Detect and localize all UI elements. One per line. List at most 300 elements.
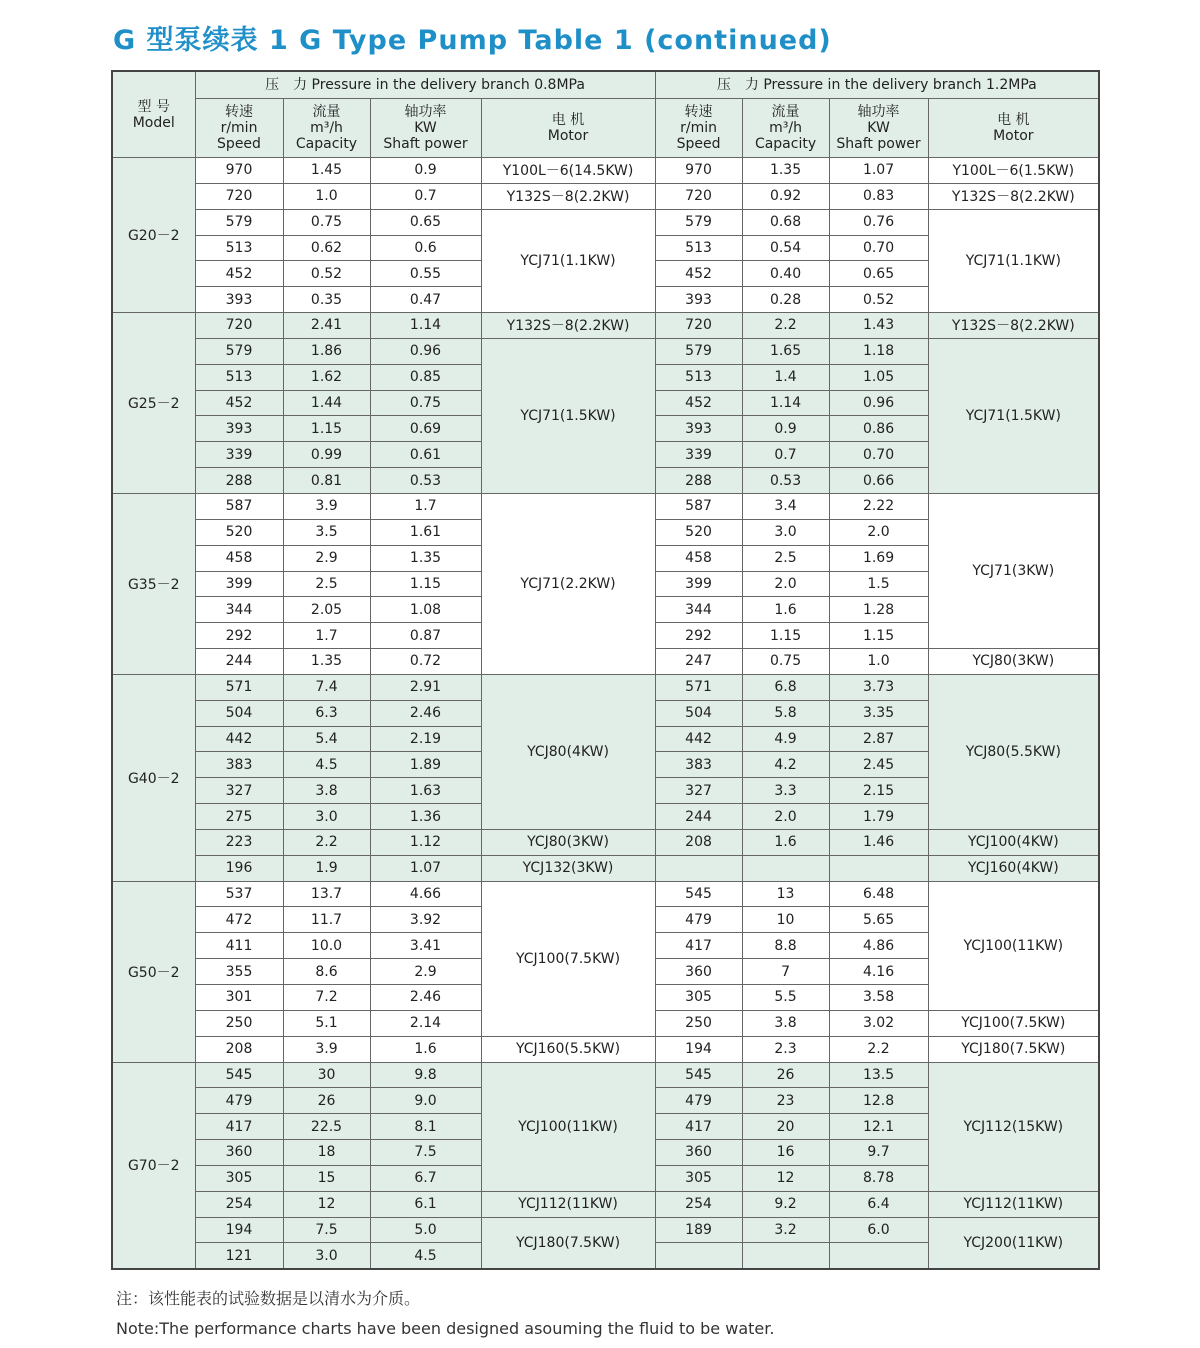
- capacity-cell: 1.86: [283, 338, 370, 364]
- capacity-cell: 2.05: [283, 597, 370, 623]
- motor-cell: YCJ80(4KW): [481, 674, 655, 829]
- capacity-cell: 2.5: [742, 545, 829, 571]
- motor-cell: YCJ71(2.2KW): [481, 493, 655, 674]
- motor-cell: YCJ160(4KW): [928, 855, 1099, 881]
- table-row: [112, 209, 1099, 235]
- speed-cell: 393: [195, 416, 283, 442]
- speed-cell: 288: [655, 468, 742, 494]
- speed-cell: 360: [195, 1140, 283, 1166]
- speed-header-zh: 转速: [225, 104, 253, 120]
- speed-cell: 472: [195, 907, 283, 933]
- capacity-cell: 0.75: [283, 209, 370, 235]
- pressure-header-a: 压 力 Pressure in the delivery branch 0.8MPa: [195, 71, 655, 99]
- capacity-cell: 0.28: [742, 287, 829, 313]
- speed-cell: 301: [195, 985, 283, 1011]
- power-cell: 0.65: [829, 261, 928, 287]
- capacity-cell: [742, 855, 829, 881]
- speed-cell: 399: [195, 571, 283, 597]
- speed-cell: 244: [655, 804, 742, 830]
- power-cell: 0.85: [370, 364, 481, 390]
- power-cell: 2.87: [829, 726, 928, 752]
- motor-cell: YCJ71(1.5KW): [481, 338, 655, 493]
- capacity-cell: 3.4: [742, 493, 829, 519]
- power-cell: 0.47: [370, 287, 481, 313]
- motor-header-en: Motor: [993, 128, 1034, 144]
- speed-cell: 520: [655, 519, 742, 545]
- power-cell: 1.14: [370, 313, 481, 339]
- capacity-cell: 1.0: [283, 183, 370, 209]
- speed-cell: 970: [195, 158, 283, 184]
- pump-performance-table: [111, 70, 1100, 1270]
- motor-cell: YCJ71(1.1KW): [928, 209, 1099, 312]
- power-header-zh: 轴功率: [404, 104, 447, 120]
- model-cell: G35－2: [112, 493, 195, 674]
- capacity-cell: 2.0: [742, 571, 829, 597]
- speed-cell: 537: [195, 881, 283, 907]
- speed-cell: 275: [195, 804, 283, 830]
- power-cell: 1.5: [829, 571, 928, 597]
- motor-cell: YCJ80(5.5KW): [928, 674, 1099, 829]
- power-cell: 6.1: [370, 1191, 481, 1217]
- speed-cell: 292: [655, 623, 742, 649]
- capacity-header-en: Capacity: [295, 136, 358, 152]
- power-cell: 1.07: [370, 855, 481, 881]
- speed-cell: 339: [195, 442, 283, 468]
- speed-header-zh: 转速: [684, 104, 713, 120]
- power-header-unit: KW: [867, 120, 890, 136]
- capacity-cell: 1.14: [742, 390, 829, 416]
- table-row: [112, 674, 1099, 700]
- motor-cell: Y100L－6(1.5KW): [928, 158, 1099, 184]
- capacity-cell: 3.9: [283, 493, 370, 519]
- speed-cell: 189: [655, 1217, 742, 1243]
- speed-cell: 383: [655, 752, 742, 778]
- power-cell: 1.07: [829, 158, 928, 184]
- power-cell: 4.16: [829, 959, 928, 985]
- capacity-cell: 4.2: [742, 752, 829, 778]
- speed-cell: 208: [195, 1036, 283, 1062]
- capacity-cell: 0.40: [742, 261, 829, 287]
- table-row: [112, 1036, 1099, 1062]
- speed-cell: 344: [655, 597, 742, 623]
- speed-cell: 244: [195, 649, 283, 675]
- speed-cell: 545: [655, 881, 742, 907]
- capacity-cell: 0.92: [742, 183, 829, 209]
- speed-cell: 305: [195, 1165, 283, 1191]
- power-cell: 2.0: [829, 519, 928, 545]
- capacity-cell: 22.5: [283, 1114, 370, 1140]
- power-cell: 0.76: [829, 209, 928, 235]
- capacity-cell: 0.75: [742, 649, 829, 675]
- motor-cell: YCJ112(15KW): [928, 1062, 1099, 1191]
- capacity-cell: 13.7: [283, 881, 370, 907]
- speed-cell: 344: [195, 597, 283, 623]
- speed-cell: 479: [655, 1088, 742, 1114]
- capacity-cell: 1.4: [742, 364, 829, 390]
- capacity-cell: 1.44: [283, 390, 370, 416]
- motor-cell: Y100L－6(14.5KW): [481, 158, 655, 184]
- power-cell: 3.41: [370, 933, 481, 959]
- motor-cell: Y132S－8(2.2KW): [481, 313, 655, 339]
- model-cell: G70－2: [112, 1062, 195, 1269]
- power-cell: 2.45: [829, 752, 928, 778]
- speed-cell: 254: [195, 1191, 283, 1217]
- power-cell: 8.78: [829, 1165, 928, 1191]
- power-cell: 0.75: [370, 390, 481, 416]
- power-cell: 5.65: [829, 907, 928, 933]
- speed-cell: 194: [195, 1217, 283, 1243]
- capacity-cell: 8.6: [283, 959, 370, 985]
- capacity-cell: 11.7: [283, 907, 370, 933]
- power-cell: 0.7: [370, 183, 481, 209]
- motor-header-a: [481, 99, 655, 158]
- capacity-cell: 2.5: [283, 571, 370, 597]
- speed-cell: 360: [655, 1140, 742, 1166]
- speed-cell: 452: [195, 390, 283, 416]
- power-cell: 4.66: [370, 881, 481, 907]
- motor-cell: YCJ100(11KW): [481, 1062, 655, 1191]
- speed-cell: 513: [655, 364, 742, 390]
- capacity-cell: [742, 1243, 829, 1269]
- capacity-cell: 26: [742, 1062, 829, 1088]
- speed-cell: 223: [195, 829, 283, 855]
- capacity-cell: 0.9: [742, 416, 829, 442]
- model-cell: G50－2: [112, 881, 195, 1062]
- speed-header-unit: r/min: [220, 120, 258, 136]
- power-cell: 9.7: [829, 1140, 928, 1166]
- power-cell: 0.66: [829, 468, 928, 494]
- capacity-cell: 3.0: [283, 1243, 370, 1269]
- power-cell: 3.58: [829, 985, 928, 1011]
- speed-cell: 720: [655, 313, 742, 339]
- speed-cell: 720: [655, 183, 742, 209]
- power-cell: 1.46: [829, 829, 928, 855]
- table-row: [112, 829, 1099, 855]
- model-cell: G20－2: [112, 158, 195, 313]
- capacity-cell: 7.5: [283, 1217, 370, 1243]
- power-cell: 0.70: [829, 235, 928, 261]
- power-cell: 2.91: [370, 674, 481, 700]
- power-cell: [829, 855, 928, 881]
- capacity-cell: 0.99: [283, 442, 370, 468]
- power-cell: 1.05: [829, 364, 928, 390]
- capacity-cell: 1.35: [283, 649, 370, 675]
- speed-cell: 417: [655, 1114, 742, 1140]
- motor-cell: YCJ80(3KW): [481, 829, 655, 855]
- power-cell: 0.87: [370, 623, 481, 649]
- capacity-cell: 16: [742, 1140, 829, 1166]
- power-cell: 3.02: [829, 1010, 928, 1036]
- power-cell: 4.5: [370, 1243, 481, 1269]
- power-cell: 0.96: [370, 338, 481, 364]
- capacity-cell: 4.9: [742, 726, 829, 752]
- capacity-cell: 5.5: [742, 985, 829, 1011]
- speed-header-a: [195, 99, 283, 158]
- speed-cell: 571: [195, 674, 283, 700]
- power-cell: 0.69: [370, 416, 481, 442]
- power-cell: 1.69: [829, 545, 928, 571]
- capacity-cell: 12: [742, 1165, 829, 1191]
- speed-cell: 458: [195, 545, 283, 571]
- capacity-cell: 2.3: [742, 1036, 829, 1062]
- power-cell: 1.61: [370, 519, 481, 545]
- capacity-cell: 5.4: [283, 726, 370, 752]
- power-cell: 1.08: [370, 597, 481, 623]
- speed-cell: 579: [195, 338, 283, 364]
- capacity-cell: 6.8: [742, 674, 829, 700]
- capacity-cell: 3.2: [742, 1217, 829, 1243]
- motor-cell: YCJ180(7.5KW): [481, 1217, 655, 1269]
- speed-cell: 327: [195, 778, 283, 804]
- motor-cell: YCJ160(5.5KW): [481, 1036, 655, 1062]
- speed-cell: 393: [655, 287, 742, 313]
- speed-cell: 393: [655, 416, 742, 442]
- speed-cell: 355: [195, 959, 283, 985]
- power-cell: 4.86: [829, 933, 928, 959]
- power-cell: 1.36: [370, 804, 481, 830]
- capacity-cell: 0.52: [283, 261, 370, 287]
- power-cell: 6.7: [370, 1165, 481, 1191]
- motor-cell: YCJ71(1.5KW): [928, 338, 1099, 493]
- power-cell: 0.96: [829, 390, 928, 416]
- capacity-cell: 3.3: [742, 778, 829, 804]
- notes: [116, 1286, 774, 1348]
- capacity-cell: 0.62: [283, 235, 370, 261]
- motor-cell: YCJ100(7.5KW): [928, 1010, 1099, 1036]
- speed-cell: 545: [655, 1062, 742, 1088]
- capacity-cell: 8.8: [742, 933, 829, 959]
- power-cell: 6.48: [829, 881, 928, 907]
- speed-cell: 513: [195, 235, 283, 261]
- capacity-cell: 1.62: [283, 364, 370, 390]
- speed-cell: 479: [655, 907, 742, 933]
- table-row: [112, 881, 1099, 907]
- speed-cell: 292: [195, 623, 283, 649]
- speed-cell: 504: [655, 700, 742, 726]
- capacity-cell: 0.54: [742, 235, 829, 261]
- speed-cell: 720: [195, 183, 283, 209]
- table-row: [112, 313, 1099, 339]
- capacity-cell: 7.2: [283, 985, 370, 1011]
- model-header-zh: 型 号: [137, 98, 170, 115]
- speed-header-unit: r/min: [680, 120, 717, 136]
- power-header-zh: 轴功率: [857, 104, 900, 120]
- motor-cell: YCJ112(11KW): [928, 1191, 1099, 1217]
- motor-cell: YCJ100(4KW): [928, 829, 1099, 855]
- table-row: [112, 1062, 1099, 1088]
- power-cell: 1.28: [829, 597, 928, 623]
- motor-cell: YCJ100(7.5KW): [481, 881, 655, 1036]
- table-row: [112, 855, 1099, 881]
- capacity-cell: 7: [742, 959, 829, 985]
- speed-cell: 254: [655, 1191, 742, 1217]
- speed-cell: 196: [195, 855, 283, 881]
- power-cell: 5.0: [370, 1217, 481, 1243]
- power-cell: 12.1: [829, 1114, 928, 1140]
- power-cell: 2.46: [370, 985, 481, 1011]
- speed-cell: [655, 1243, 742, 1269]
- capacity-cell: 9.2: [742, 1191, 829, 1217]
- capacity-cell: 12: [283, 1191, 370, 1217]
- power-cell: 0.52: [829, 287, 928, 313]
- speed-cell: 327: [655, 778, 742, 804]
- capacity-cell: 3.5: [283, 519, 370, 545]
- capacity-cell: 0.68: [742, 209, 829, 235]
- speed-cell: 458: [655, 545, 742, 571]
- power-cell: 1.43: [829, 313, 928, 339]
- speed-cell: 587: [195, 493, 283, 519]
- power-cell: 6.4: [829, 1191, 928, 1217]
- power-cell: 3.35: [829, 700, 928, 726]
- power-cell: 0.83: [829, 183, 928, 209]
- capacity-cell: 1.15: [742, 623, 829, 649]
- capacity-cell: 1.45: [283, 158, 370, 184]
- capacity-header-unit: m³/h: [310, 120, 343, 136]
- capacity-cell: 2.41: [283, 313, 370, 339]
- power-cell: [829, 1243, 928, 1269]
- capacity-cell: 20: [742, 1114, 829, 1140]
- capacity-cell: 1.6: [742, 597, 829, 623]
- power-cell: 2.22: [829, 493, 928, 519]
- speed-cell: 121: [195, 1243, 283, 1269]
- power-cell: 12.8: [829, 1088, 928, 1114]
- power-cell: 1.12: [370, 829, 481, 855]
- motor-cell: YCJ180(7.5KW): [928, 1036, 1099, 1062]
- capacity-header-a: [283, 99, 370, 158]
- power-cell: 7.5: [370, 1140, 481, 1166]
- capacity-cell: 23: [742, 1088, 829, 1114]
- motor-cell: YCJ200(11KW): [928, 1217, 1099, 1269]
- capacity-header-b: [742, 99, 829, 158]
- power-cell: 1.6: [370, 1036, 481, 1062]
- motor-cell: Y132S－8(2.2KW): [928, 183, 1099, 209]
- power-cell: 0.61: [370, 442, 481, 468]
- power-cell: 1.15: [829, 623, 928, 649]
- capacity-cell: 7.4: [283, 674, 370, 700]
- power-cell: 2.19: [370, 726, 481, 752]
- capacity-cell: 10.0: [283, 933, 370, 959]
- capacity-cell: 1.9: [283, 855, 370, 881]
- speed-cell: 247: [655, 649, 742, 675]
- capacity-cell: 4.5: [283, 752, 370, 778]
- speed-cell: 970: [655, 158, 742, 184]
- motor-cell: Y132S－8(2.2KW): [481, 183, 655, 209]
- motor-cell: Y132S－8(2.2KW): [928, 313, 1099, 339]
- power-cell: 9.0: [370, 1088, 481, 1114]
- speed-cell: 393: [195, 287, 283, 313]
- capacity-cell: 18: [283, 1140, 370, 1166]
- capacity-cell: 1.6: [742, 829, 829, 855]
- power-cell: 1.63: [370, 778, 481, 804]
- model-cell: G25－2: [112, 313, 195, 494]
- speed-cell: 288: [195, 468, 283, 494]
- power-cell: 1.0: [829, 649, 928, 675]
- speed-cell: 513: [655, 235, 742, 261]
- power-header-en: Shaft power: [383, 136, 468, 152]
- power-cell: 1.89: [370, 752, 481, 778]
- power-cell: 0.70: [829, 442, 928, 468]
- speed-cell: 579: [655, 338, 742, 364]
- power-cell: 1.35: [370, 545, 481, 571]
- capacity-header-zh: 流量: [312, 104, 341, 120]
- speed-cell: 720: [195, 313, 283, 339]
- power-cell: 13.5: [829, 1062, 928, 1088]
- capacity-header-en: Capacity: [754, 136, 817, 152]
- speed-cell: 339: [655, 442, 742, 468]
- motor-cell: YCJ71(3KW): [928, 493, 1099, 648]
- speed-cell: [655, 855, 742, 881]
- speed-cell: 520: [195, 519, 283, 545]
- power-cell: 9.8: [370, 1062, 481, 1088]
- model-header: [112, 71, 195, 158]
- power-cell: 1.15: [370, 571, 481, 597]
- speed-cell: 305: [655, 1165, 742, 1191]
- power-header-unit: KW: [414, 120, 437, 136]
- capacity-cell: 26: [283, 1088, 370, 1114]
- power-cell: 0.55: [370, 261, 481, 287]
- power-cell: 2.9: [370, 959, 481, 985]
- speed-cell: 479: [195, 1088, 283, 1114]
- capacity-cell: 3.8: [283, 778, 370, 804]
- power-cell: 3.73: [829, 674, 928, 700]
- note-en: Note:The performance charts have been designed asouming the fluid to be water.: [116, 1319, 775, 1338]
- speed-cell: 305: [655, 985, 742, 1011]
- speed-cell: 360: [655, 959, 742, 985]
- power-header-en: Shaft power: [836, 136, 921, 152]
- speed-cell: 442: [655, 726, 742, 752]
- motor-header-zh: 电 机: [997, 112, 1030, 128]
- page-title: G 型泵续表 1 G Type Pump Table 1 (continued): [113, 25, 832, 56]
- power-cell: 6.0: [829, 1217, 928, 1243]
- table-body: [112, 158, 1099, 1269]
- power-cell: 2.15: [829, 778, 928, 804]
- speed-cell: 411: [195, 933, 283, 959]
- capacity-cell: 2.2: [742, 313, 829, 339]
- capacity-cell: 15: [283, 1165, 370, 1191]
- capacity-cell: 1.35: [742, 158, 829, 184]
- capacity-cell: 3.0: [283, 804, 370, 830]
- motor-cell: YCJ71(1.1KW): [481, 209, 655, 312]
- speed-cell: 383: [195, 752, 283, 778]
- speed-cell: 194: [655, 1036, 742, 1062]
- power-cell: 0.65: [370, 209, 481, 235]
- capacity-header-unit: m³/h: [769, 120, 802, 136]
- power-cell: 8.1: [370, 1114, 481, 1140]
- pressure-header-b: 压 力 Pressure in the delivery branch 1.2MPa: [655, 71, 1099, 99]
- capacity-cell: 0.7: [742, 442, 829, 468]
- power-cell: 0.53: [370, 468, 481, 494]
- speed-cell: 452: [655, 390, 742, 416]
- power-cell: 0.6: [370, 235, 481, 261]
- table-row: [112, 158, 1099, 184]
- speed-cell: 504: [195, 700, 283, 726]
- speed-header-en: Speed: [217, 136, 261, 152]
- speed-cell: 452: [655, 261, 742, 287]
- capacity-cell: 0.53: [742, 468, 829, 494]
- speed-cell: 579: [195, 209, 283, 235]
- power-cell: 2.2: [829, 1036, 928, 1062]
- table-row: [112, 493, 1099, 519]
- power-header-a: [370, 99, 481, 158]
- speed-cell: 250: [655, 1010, 742, 1036]
- speed-cell: 513: [195, 364, 283, 390]
- capacity-cell: 30: [283, 1062, 370, 1088]
- speed-cell: 579: [655, 209, 742, 235]
- capacity-cell: 2.0: [742, 804, 829, 830]
- motor-header-b: [928, 99, 1099, 158]
- motor-header-en: Motor: [547, 128, 589, 144]
- motor-cell: YCJ132(3KW): [481, 855, 655, 881]
